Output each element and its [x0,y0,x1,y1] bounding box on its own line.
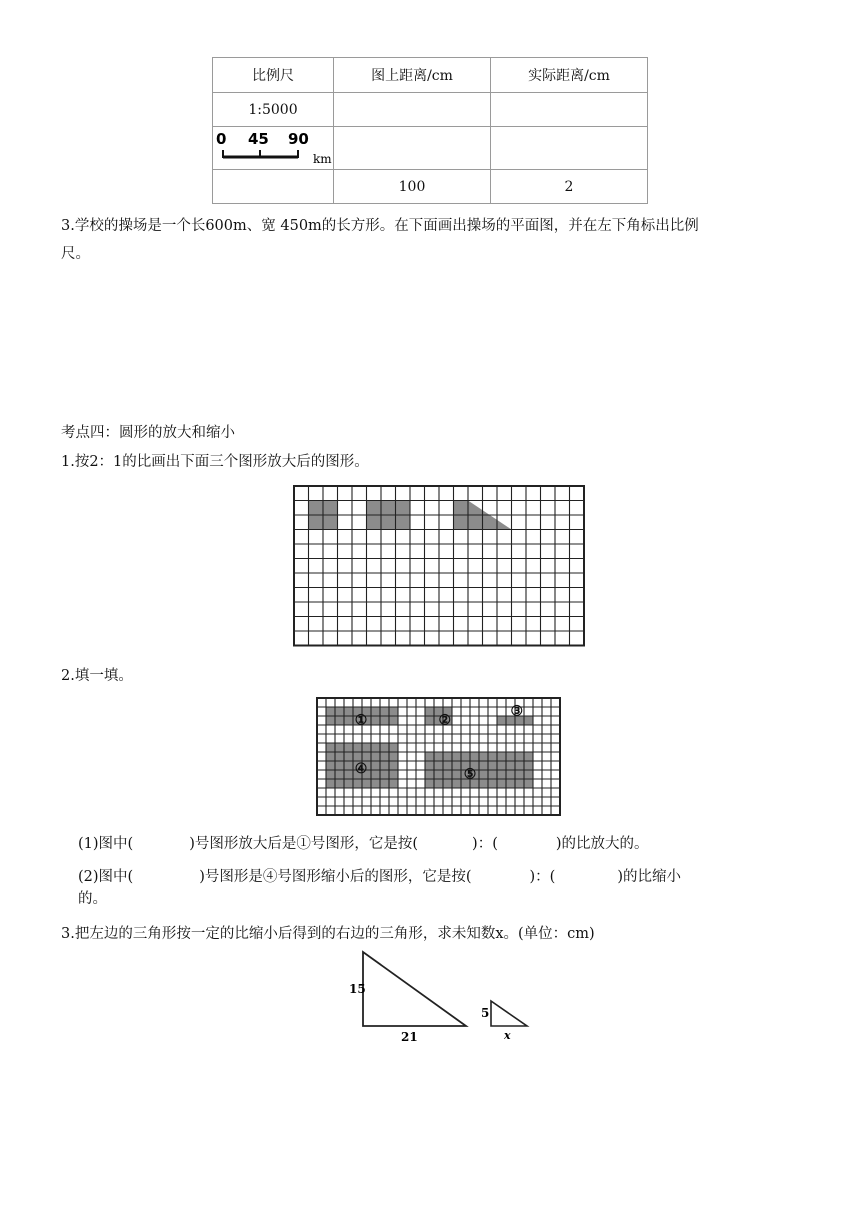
header-map-distance: 图上距离/cm [334,58,491,93]
section-title: 考点四：圆形的放大和缩小 [61,425,235,441]
cell-scale-3[interactable] [213,170,334,204]
shapes-grid [315,696,567,820]
shape-label-2: ② [438,712,452,729]
cell-map-1[interactable] [334,93,491,127]
triangles-figure [340,946,540,1046]
question-3-line2: 尺。 [61,246,90,262]
cell-scale-ratio: 1:5000 [213,93,334,127]
shape-label-4: ④ [354,761,368,778]
scale-table [212,57,648,204]
sub-question-2-cont: 的。 [78,891,107,907]
sub2-part-d: )的比缩小 [617,869,682,885]
shape-label-5: ⑤ [463,766,477,783]
enlarge-grid [292,484,588,648]
big-triangle [363,952,466,1026]
sub2-part-a: (2)图中( [78,869,134,885]
header-scale: 比例尺 [213,58,334,93]
shape-label-3: ③ [510,703,524,720]
sub1-part-b: )号图形放大后是①号图形，它是按( [189,836,419,852]
cell-actual-3: 2 [491,170,648,204]
section4-question-3: 3.把左边的三角形按一定的比缩小后得到的右边的三角形，求未知数x。(单位：cm) [61,926,595,942]
sub-question-2 [78,866,681,888]
scale-bar [213,127,333,169]
grid-lines [294,486,584,646]
cell-map-3: 100 [334,170,491,204]
section4-question-2: 2.填一填。 [61,668,133,684]
sub1-part-c: )：( [472,836,498,852]
header-actual-distance: 实际距离/cm [491,58,648,93]
scale-bar-label-0: 0 [216,130,227,148]
sub1-part-d: )的比放大的。 [555,836,649,852]
sub2-part-c: )：( [529,869,556,885]
shape-label-1: ① [354,712,368,729]
scale-bar-label-45: 45 [248,130,269,148]
sub2-part-b: )号图形是④号图形缩小后的图形，它是按( [199,869,472,885]
small-triangle [491,1001,527,1026]
cell-actual-1[interactable] [491,93,648,127]
sub-question-1 [78,833,649,855]
question-3-line1: 3.学校的操场是一个长600m、宽 450m的长方形。在下面画出操场的平面图，并在左下角标出比例 [61,218,699,234]
cell-scale-bar [213,127,334,170]
big-triangle-base: 21 [401,1030,418,1044]
cell-map-2[interactable] [334,127,491,170]
section4-question-1: 1.按2：1的比画出下面三个图形放大后的图形。 [61,454,369,470]
small-triangle-base: x [504,1029,511,1042]
scale-bar-unit: km [313,152,332,166]
small-triangle-height: 5 [481,1006,490,1020]
sub1-part-a: (1)图中( [78,836,134,852]
big-triangle-height: 15 [349,982,366,996]
scale-bar-label-90: 90 [288,130,309,148]
cell-actual-2[interactable] [491,127,648,170]
